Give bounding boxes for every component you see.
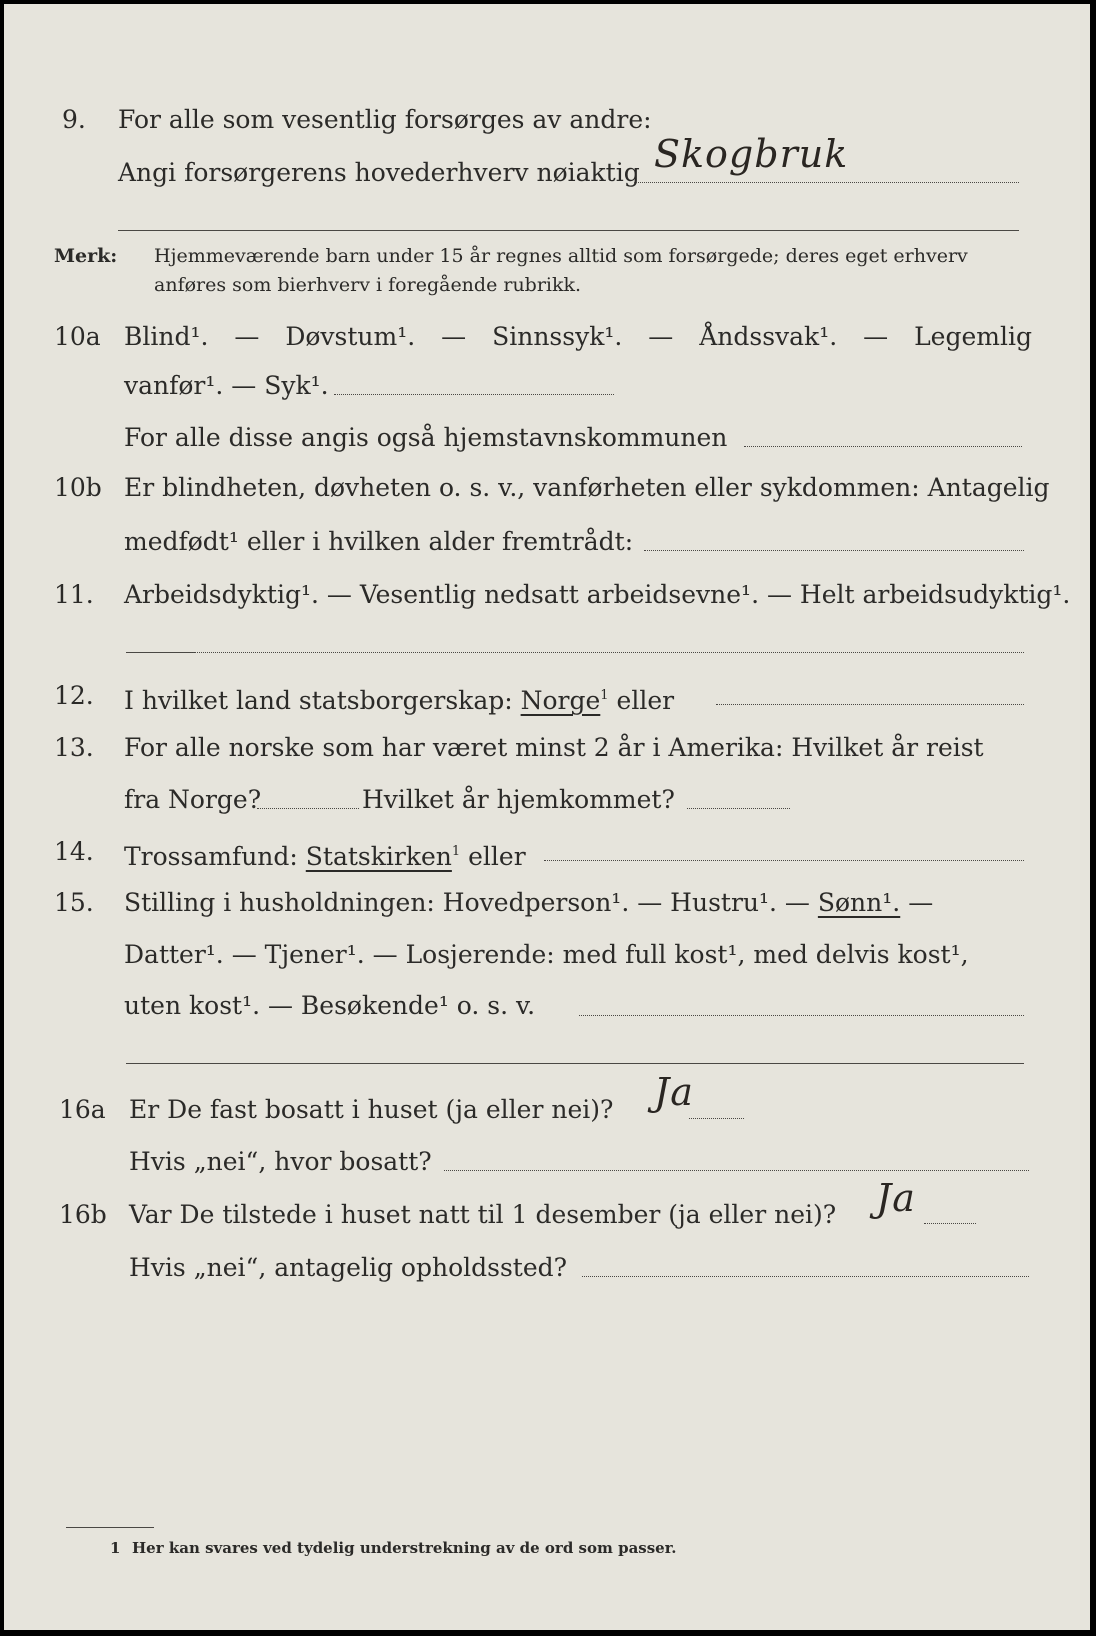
divider — [126, 1063, 1024, 1064]
answer-line[interactable] — [334, 394, 614, 395]
question-text: Datter¹. — Tjener¹. — Losjerende: med full kost¹, med delvis kost¹, — [124, 940, 969, 969]
question-text: Er blindheten, døvheten o. s. v., vanførheten eller sykdommen: Antagelig — [124, 473, 1050, 502]
question-text: Hvilket år hjemkommet? — [362, 785, 675, 814]
question-text: vanfør¹. — Syk¹. — [124, 371, 329, 400]
answer-line[interactable] — [689, 1118, 744, 1119]
question-text: Angi forsørgerens hovederhverv nøiaktig — [118, 158, 640, 187]
question-number: 12. — [54, 681, 94, 710]
question-text: Blind¹. — Døvstum¹. — Sinnssyk¹. — Åndssvak¹. — Legemlig — [124, 322, 1032, 351]
underlined-choice: Sønn¹. — [817, 888, 901, 917]
question-number: 10a — [54, 322, 101, 351]
question-number: 11. — [54, 580, 94, 609]
question-number: 15. — [54, 888, 94, 917]
question-text — [124, 887, 933, 919]
question-text — [124, 836, 526, 873]
question-text: fra Norge? — [124, 785, 262, 814]
answer-line[interactable] — [644, 550, 1024, 551]
footnote-marker: 1 — [451, 844, 461, 859]
underlined-choice: Statskirken — [305, 842, 452, 871]
answer-line[interactable] — [579, 1015, 1024, 1016]
answer-line-start — [126, 652, 194, 653]
question-text: For alle som vesentlig forsørges av andre: — [118, 105, 652, 134]
answer-line[interactable] — [257, 808, 359, 809]
question-number: 16b — [59, 1200, 107, 1229]
note-text: anføres som bierhverv i foregående rubrikk. — [154, 274, 582, 296]
answer-line[interactable] — [582, 1276, 1029, 1277]
footnote-marker: 1 — [110, 1539, 121, 1557]
question-text: Hvis „nei“, antagelig opholdssted? — [129, 1253, 568, 1282]
question-text: For alle disse angis også hjemstavnskommunen — [124, 423, 728, 452]
answer-line[interactable] — [744, 446, 1022, 447]
question-number: 13. — [54, 733, 94, 762]
question-text: Er De fast bosatt i huset (ja eller nei)? — [129, 1095, 614, 1124]
answer-line[interactable] — [716, 704, 1024, 705]
question-text: Hvis „nei“, hvor bosatt? — [129, 1147, 432, 1176]
divider — [118, 230, 1019, 231]
question-text: uten kost¹. — Besøkende¹ o. s. v. — [124, 991, 536, 1020]
question-text-part: — — [908, 888, 934, 917]
handwritten-answer: Skogbruk — [654, 132, 849, 176]
question-text-part: Stilling i husholdningen: Hovedperson¹. — Hustru¹. — — [124, 888, 810, 917]
question-number: 14. — [54, 837, 94, 866]
note-label: Merk: — [54, 245, 118, 267]
answer-line[interactable] — [687, 808, 790, 809]
underlined-choice: Norge — [520, 686, 601, 715]
answer-line[interactable] — [544, 860, 1024, 861]
footnote-text: Her kan svares ved tydelig understrekning av de ord som passer. — [132, 1539, 677, 1557]
answer-line[interactable] — [194, 652, 1024, 653]
note-text: Hjemmeværende barn under 15 år regnes alltid som forsørgede; deres eget erhverv — [154, 245, 968, 267]
question-number: 10b — [54, 473, 102, 502]
question-text: Var De tilstede i huset natt til 1 desember (ja eller nei)? — [129, 1200, 837, 1229]
handwritten-answer: Ja — [876, 1176, 916, 1220]
question-text: For alle norske som har været minst 2 år i Amerika: Hvilket år reist — [124, 733, 984, 762]
question-text: medfødt¹ eller i hvilken alder fremtrådt: — [124, 527, 634, 556]
census-form-page — [4, 4, 1090, 1630]
answer-line[interactable] — [924, 1223, 976, 1224]
question-number: 9. — [62, 105, 86, 134]
question-text-part: eller — [468, 842, 526, 871]
handwritten-answer: Ja — [654, 1070, 694, 1114]
footnote-rule — [66, 1527, 154, 1528]
question-text — [124, 680, 674, 717]
question-number: 16a — [59, 1095, 106, 1124]
footnote-marker: 1 — [600, 688, 609, 703]
answer-line[interactable] — [444, 1170, 1029, 1171]
question-text-part: Trossamfund: — [124, 842, 298, 871]
question-text-part: eller — [616, 686, 675, 715]
question-text-part: I hvilket land statsborgerskap: — [124, 686, 513, 715]
answer-line[interactable] — [634, 182, 1019, 183]
question-text: Arbeidsdyktig¹. — Vesentlig nedsatt arbeidsevne¹. — Helt arbeidsudyktig¹. — [124, 580, 1071, 609]
